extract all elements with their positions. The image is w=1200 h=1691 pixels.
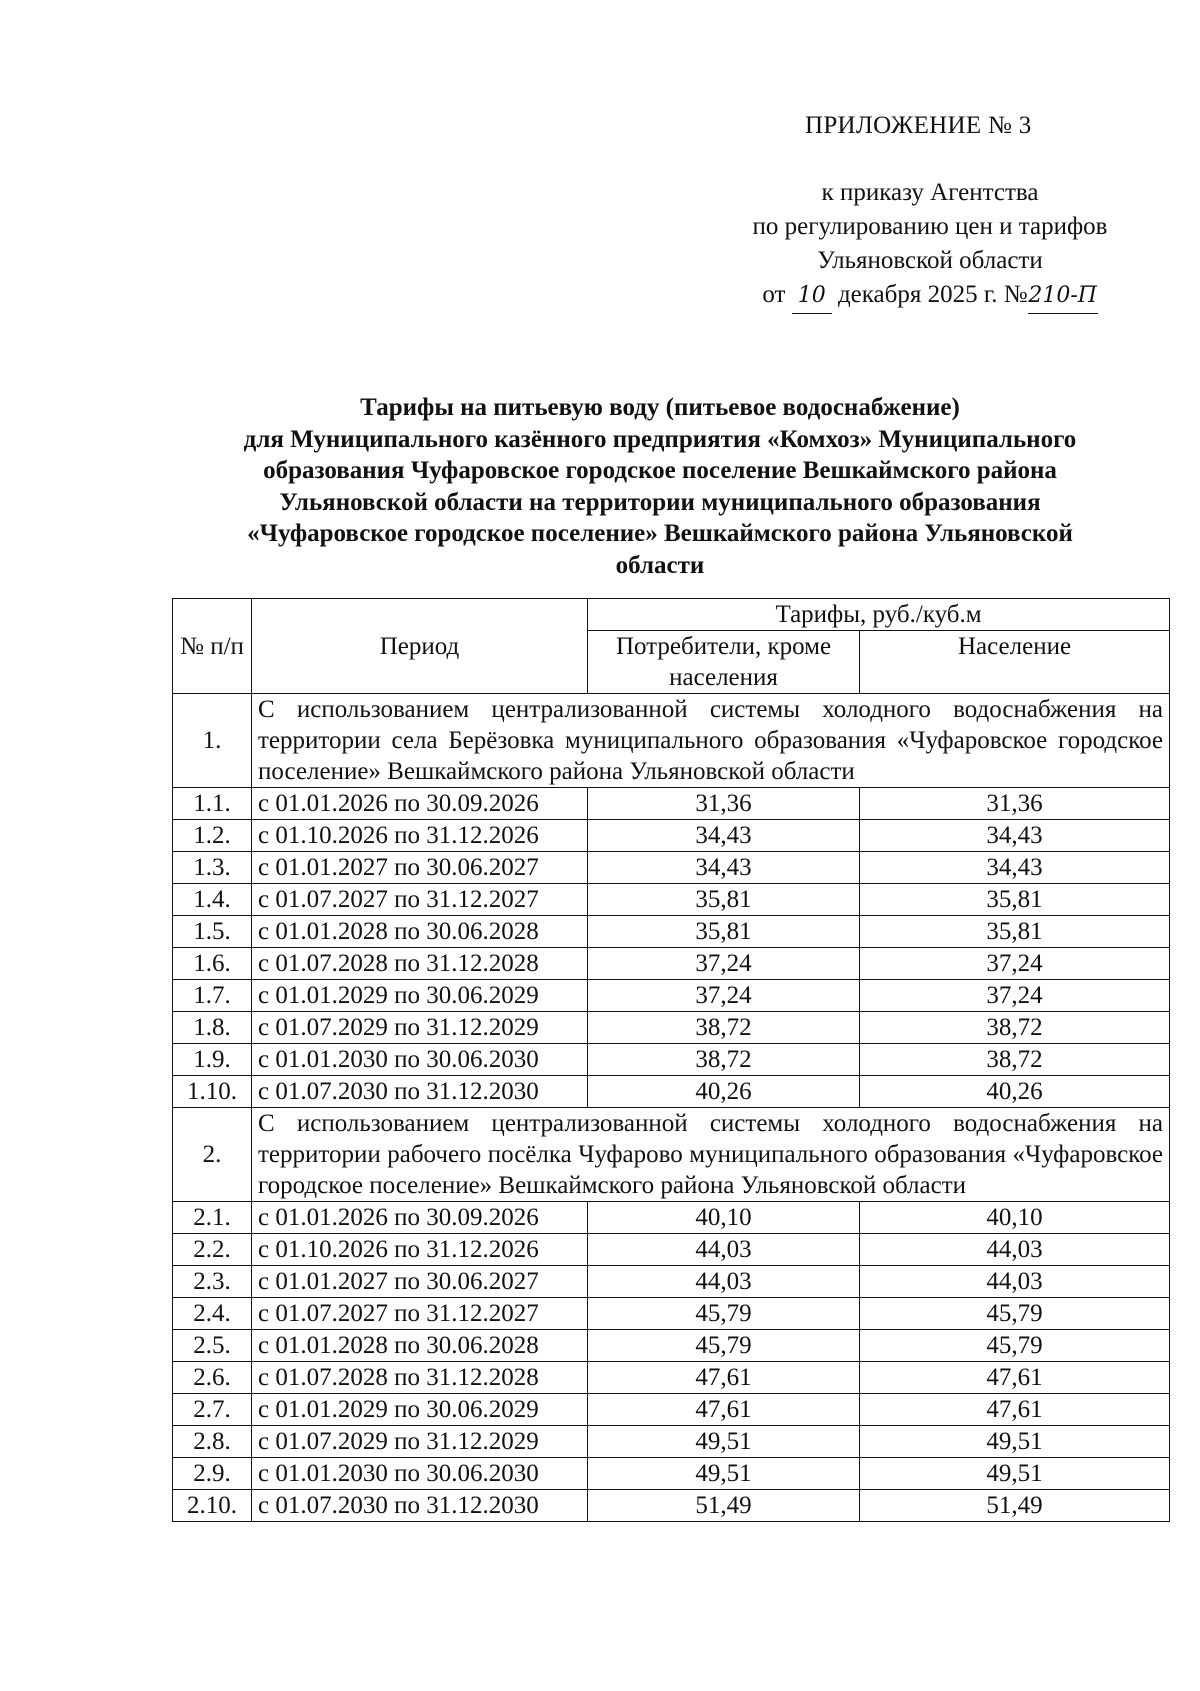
row-consumers-tariff: 51,49 <box>588 1490 860 1522</box>
group-description: С использованием централизованной системы холодного водоснабжения на территории рабочего посёлка Чуфарово муниципального образования «Чуфаровское городское поселение» Вешкаймского района Ульяновской области <box>252 1108 1170 1202</box>
row-number: 1.6. <box>173 948 252 980</box>
table-row <box>173 852 1170 884</box>
row-population-tariff: 45,79 <box>860 1298 1170 1330</box>
row-period: с 01.01.2026 по 30.09.2026 <box>252 788 588 820</box>
title-line: для Муниципального казённого предприятия «Комхоз» Муниципального <box>243 425 1077 453</box>
row-period: с 01.01.2030 по 30.06.2030 <box>252 1458 588 1490</box>
document-title <box>160 392 1160 581</box>
group-description: С использованием централизованной системы холодного водоснабжения на территории села Берёзовка муниципального образования «Чуфаровское городское поселение» Вешкаймского района Ульяновской области <box>252 694 1170 788</box>
row-period: с 01.01.2029 по 30.06.2029 <box>252 1394 588 1426</box>
table-row <box>173 1202 1170 1234</box>
title-line: образования Чуфаровское городское поселение Вешкаймского района <box>263 457 1057 484</box>
row-population-tariff: 49,51 <box>860 1458 1170 1490</box>
order-date-day: 10 <box>792 279 832 314</box>
row-consumers-tariff: 37,24 <box>588 980 860 1012</box>
row-population-tariff: 38,72 <box>860 1044 1170 1076</box>
order-number: 210-П <box>1028 279 1098 314</box>
order-line-3: Ульяновской области <box>817 247 1043 274</box>
row-period: с 01.01.2027 по 30.06.2027 <box>252 1266 588 1298</box>
row-consumers-tariff: 31,36 <box>588 788 860 820</box>
row-period: с 01.01.2026 по 30.09.2026 <box>252 1202 588 1234</box>
row-population-tariff: 34,43 <box>860 852 1170 884</box>
row-consumers-tariff: 34,43 <box>588 852 860 884</box>
row-number: 2.2. <box>173 1234 252 1266</box>
row-period: с 01.01.2030 по 30.06.2030 <box>252 1044 588 1076</box>
row-consumers-tariff: 49,51 <box>588 1426 860 1458</box>
table-row <box>173 1330 1170 1362</box>
row-consumers-tariff: 47,61 <box>588 1362 860 1394</box>
title-line: «Чуфаровское городское поселение» Вешкаймского района Ульяновской <box>247 520 1073 547</box>
table-row <box>173 916 1170 948</box>
table-row <box>173 1394 1170 1426</box>
row-period: с 01.01.2027 по 30.06.2027 <box>252 852 588 884</box>
row-population-tariff: 37,24 <box>860 980 1170 1012</box>
tariffs-table <box>172 598 1170 1522</box>
header-consumers: Потребители, кроме населения <box>588 631 860 694</box>
order-date-rest: декабря 2025 г. № <box>837 281 1028 308</box>
row-consumers-tariff: 35,81 <box>588 916 860 948</box>
row-population-tariff: 40,10 <box>860 1202 1170 1234</box>
row-population-tariff: 49,51 <box>860 1426 1170 1458</box>
tariffs-table-body <box>173 599 1170 1522</box>
row-period: с 01.07.2027 по 31.12.2027 <box>252 884 588 916</box>
row-consumers-tariff: 37,24 <box>588 948 860 980</box>
table-row <box>173 788 1170 820</box>
row-population-tariff: 51,49 <box>860 1490 1170 1522</box>
table-row <box>173 1458 1170 1490</box>
row-number: 2.1. <box>173 1202 252 1234</box>
row-number: 2.6. <box>173 1362 252 1394</box>
row-population-tariff: 47,61 <box>860 1362 1170 1394</box>
table-row <box>173 1266 1170 1298</box>
row-period: с 01.01.2028 по 30.06.2028 <box>252 916 588 948</box>
order-line-1: к приказу Агентства <box>821 179 1039 206</box>
table-row <box>173 884 1170 916</box>
row-population-tariff: 45,79 <box>860 1330 1170 1362</box>
table-row <box>173 980 1170 1012</box>
row-consumers-tariff: 45,79 <box>588 1330 860 1362</box>
row-number: 2.3. <box>173 1266 252 1298</box>
row-number: 2.4. <box>173 1298 252 1330</box>
row-consumers-tariff: 40,10 <box>588 1202 860 1234</box>
header-population: Население <box>860 631 1170 694</box>
table-row <box>173 1044 1170 1076</box>
row-consumers-tariff: 47,61 <box>588 1394 860 1426</box>
table-row <box>173 1234 1170 1266</box>
table-row <box>173 1298 1170 1330</box>
row-consumers-tariff: 34,43 <box>588 820 860 852</box>
row-number: 1.1. <box>173 788 252 820</box>
row-number: 2.9. <box>173 1458 252 1490</box>
row-population-tariff: 44,03 <box>860 1266 1170 1298</box>
row-number: 2.10. <box>173 1490 252 1522</box>
row-population-tariff: 44,03 <box>860 1234 1170 1266</box>
table-row <box>173 1490 1170 1522</box>
row-consumers-tariff: 45,79 <box>588 1298 860 1330</box>
row-number: 1.5. <box>173 916 252 948</box>
header-row <box>173 599 1170 631</box>
title-line: Тарифы на питьевую воду (питьевое водоснабжение) <box>360 394 960 421</box>
row-population-tariff: 38,72 <box>860 1012 1170 1044</box>
row-period: с 01.07.2029 по 31.12.2029 <box>252 1012 588 1044</box>
table-row <box>173 948 1170 980</box>
row-population-tariff: 37,24 <box>860 948 1170 980</box>
row-number: 1.10. <box>173 1076 252 1108</box>
row-population-tariff: 34,43 <box>860 820 1170 852</box>
row-period: с 01.07.2027 по 31.12.2027 <box>252 1298 588 1330</box>
row-consumers-tariff: 44,03 <box>588 1234 860 1266</box>
order-line-2: по регулированию цен и тарифов <box>752 213 1108 240</box>
row-population-tariff: 47,61 <box>860 1394 1170 1426</box>
table-row <box>173 1362 1170 1394</box>
row-period: с 01.07.2030 по 31.12.2030 <box>252 1076 588 1108</box>
row-period: с 01.10.2026 по 31.12.2026 <box>252 1234 588 1266</box>
row-period: с 01.10.2026 по 31.12.2026 <box>252 820 588 852</box>
header-tariffs: Тарифы, руб./куб.м <box>588 599 1170 631</box>
row-number: 1.2. <box>173 820 252 852</box>
order-date-prefix: от <box>762 281 786 308</box>
order-date-line <box>700 278 1160 314</box>
table-row <box>173 1076 1170 1108</box>
row-number: 2.7. <box>173 1394 252 1426</box>
row-number: 1.3. <box>173 852 252 884</box>
row-consumers-tariff: 35,81 <box>588 884 860 916</box>
row-number: 1.7. <box>173 980 252 1012</box>
row-population-tariff: 35,81 <box>860 916 1170 948</box>
row-consumers-tariff: 38,72 <box>588 1012 860 1044</box>
row-period: с 01.01.2029 по 30.06.2029 <box>252 980 588 1012</box>
row-number: 2.8. <box>173 1426 252 1458</box>
row-consumers-tariff: 49,51 <box>588 1458 860 1490</box>
header-period: Период <box>252 599 588 694</box>
row-period: с 01.07.2028 по 31.12.2028 <box>252 948 588 980</box>
row-period: с 01.07.2030 по 31.12.2030 <box>252 1490 588 1522</box>
row-consumers-tariff: 38,72 <box>588 1044 860 1076</box>
row-period: с 01.07.2028 по 31.12.2028 <box>252 1362 588 1394</box>
row-population-tariff: 40,26 <box>860 1076 1170 1108</box>
row-number: 1.9. <box>173 1044 252 1076</box>
group-row <box>173 694 1170 788</box>
group-row <box>173 1108 1170 1202</box>
row-number: 2.5. <box>173 1330 252 1362</box>
title-line: Ульяновской области на территории муниципального образования <box>279 488 1041 516</box>
row-consumers-tariff: 40,26 <box>588 1076 860 1108</box>
row-period: с 01.07.2029 по 31.12.2029 <box>252 1426 588 1458</box>
row-population-tariff: 35,81 <box>860 884 1170 916</box>
table-row <box>173 1426 1170 1458</box>
row-number: 1.8. <box>173 1012 252 1044</box>
appendix-title: ПРИЛОЖЕНИЕ № 3 <box>805 112 1032 139</box>
table-row <box>173 1012 1170 1044</box>
row-consumers-tariff: 44,03 <box>588 1266 860 1298</box>
group-number: 1. <box>173 694 252 788</box>
header-num: № п/п <box>173 599 252 694</box>
group-number: 2. <box>173 1108 252 1202</box>
table-row <box>173 820 1170 852</box>
row-population-tariff: 31,36 <box>860 788 1170 820</box>
row-number: 1.4. <box>173 884 252 916</box>
title-line: области <box>615 551 705 579</box>
order-reference <box>700 176 1160 314</box>
row-period: с 01.01.2028 по 30.06.2028 <box>252 1330 588 1362</box>
